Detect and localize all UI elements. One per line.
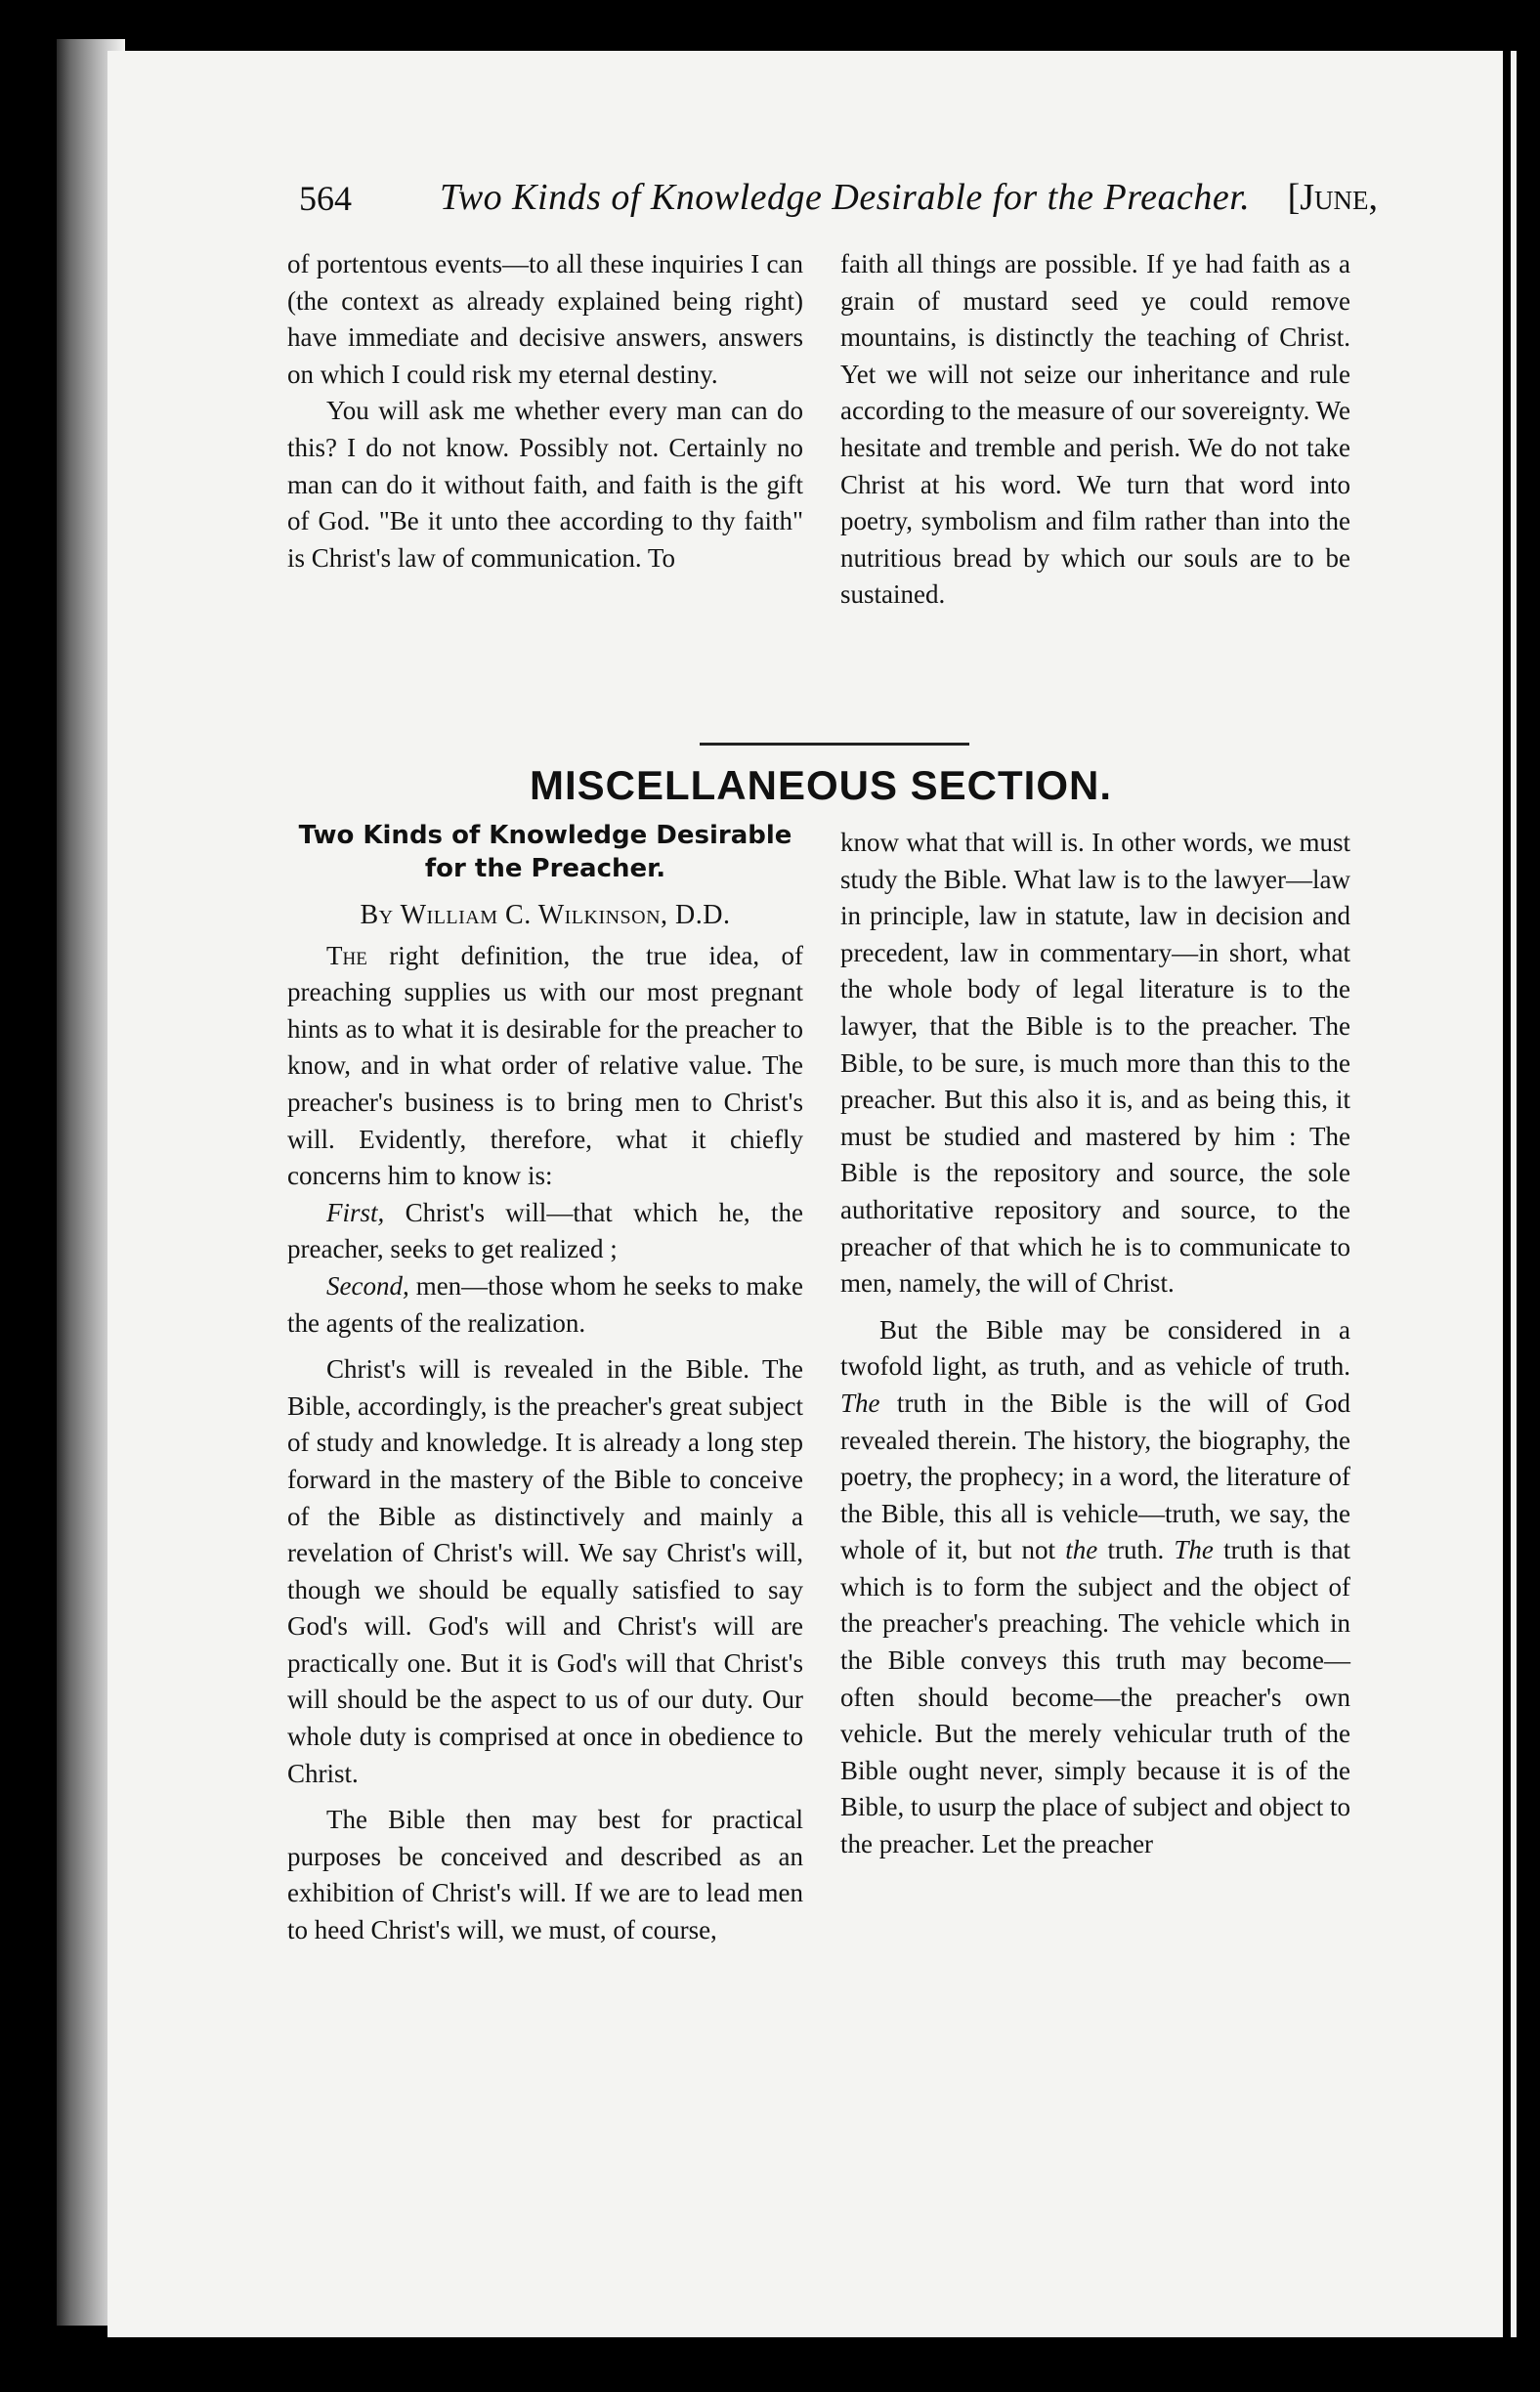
continued-article-left-column xyxy=(287,246,803,577)
issue-month: [June, xyxy=(1287,177,1378,218)
enumeration-label: Second, xyxy=(326,1270,409,1301)
article-left-column xyxy=(287,813,803,1949)
page-number: 564 xyxy=(299,179,352,218)
paragraph: You will ask me whether every man can do this? I do not know. Possibly not. Certainly no man can do it without faith, and faith is the gift of God. "Be it unto thee according to thy faith" is Christ's law of communication. To xyxy=(287,396,803,573)
running-title: Two Kinds of Knowledge Desirable for the Preacher. xyxy=(440,177,1251,218)
continued-article-right-column xyxy=(840,246,1350,614)
paragraph: The Bible then may best for practical purposes be conceived and described as an exhibition of Christ's will. If we are to lead men to heed Christ's will, we must, of course, xyxy=(287,1805,803,1945)
paragraph: know what that will is. In other words, we must study the Bible. What law is to the lawyer—law in principle, law in statute, law in decision and precedent, law in commentary—in short, what the whole body of legal literature is to the lawyer, that the Bible is to the preacher. The Bible, to be sure, is much more than this to the preacher. But this also it is, and as being this, it must be studied and mastered by him : The Bible is the repository and source, the sole authoritative repository and source, to the preacher of that which he is to communicate to men, namely, the will of Christ. xyxy=(840,828,1350,1299)
paragraph: faith all things are possible. If ye had faith as a grain of mustard seed ye could remove mountains, is distinctly the teaching of Christ. Yet we will not seize our inheritance and rule according to the measure of our sovereignty. We hesitate and tremble and perish. We do not take Christ at his word. We turn that word into poetry, symbolism and film rather than into the nutritious bread by which our souls are to be sustained. xyxy=(840,249,1350,610)
paragraph: First, Christ's will—that which he, the preacher, seeks to get realized ; xyxy=(287,1197,803,1264)
page-header xyxy=(283,164,1378,223)
article-byline: By William C. Wilkinson, D.D. xyxy=(360,900,731,930)
facing-page-strip xyxy=(1511,51,1517,2337)
paragraph: But the Bible may be considered in a twofold light, as truth, and as vehicle of truth. The truth in the Bible is the will of God revealed therein. The history, the biography, the poetry, the prophecy; in a word, the literature of the Bible, this all is vehicle—truth, we say, the whole of it, but not the truth. The truth is that which is to form the subject and the object of the preacher's preaching. The vehicle which in the Bible conveys this truth may become—often should become—the preacher's own vehicle. But the merely vehicular truth of the Bible ought never, simply because it is of the Bible, to usurp the place of subject and object to the preacher. Let the preacher xyxy=(840,1314,1351,1859)
lead-word: The xyxy=(326,940,367,970)
paragraph: The right definition, the true idea, of preaching supplies us with our most pregnant hints as to what it is desirable for the preacher to know, and in what order of relative value. The preacher's business is to bring men to Christ's will. Evidently, therefore, what it chiefly concerns him to know is: xyxy=(287,940,803,1191)
section-divider xyxy=(700,743,969,746)
enumeration-label: First, xyxy=(326,1197,385,1227)
paragraph: Second, men—those whom he seeks to make the agents of the realization. xyxy=(287,1270,803,1338)
article-title: Two Kinds of Knowledge Desirable for the Preacher. xyxy=(298,821,792,883)
section-heading: MISCELLANEOUS SECTION. xyxy=(529,762,1113,808)
paragraph: Christ's will is revealed in the Bible. The Bible, accordingly, is the preacher's great subject of study and knowledge. It is already a long step forward in the mastery of the Bible to conceive of the Bible as distinctively and mainly a revelation of Christ's will. We say Christ's will, though we should be equally satisfied to say God's will. God's will and Christ's will are practically one. But it is God's will that Christ's will should be the aspect to us of our duty. Our whole duty is comprised at once in obedience to Christ. xyxy=(287,1354,803,1788)
article-right-column xyxy=(840,825,1350,1863)
paragraph: of portentous events—to all these inquiries I can (the context as already explained being right) have immediate and decisive answers, answers on which I could risk my eternal destiny. xyxy=(287,249,803,389)
facing-page-edge xyxy=(1503,51,1540,2337)
